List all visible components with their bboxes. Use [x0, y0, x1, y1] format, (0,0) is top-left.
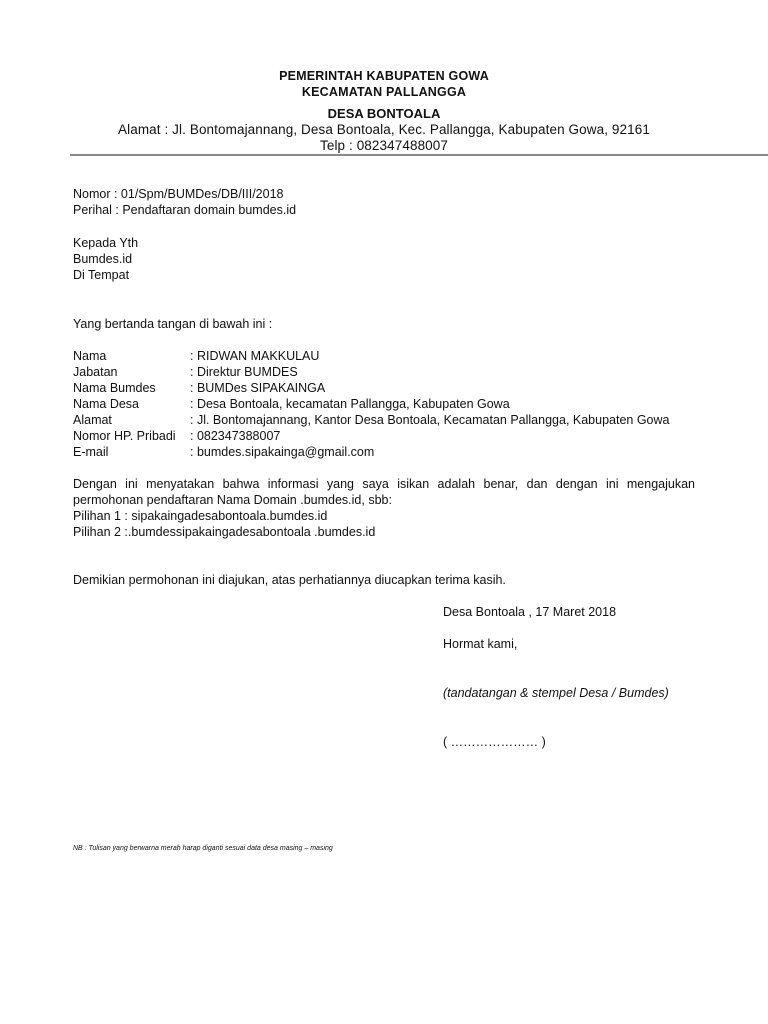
village-title: DESA BONTOALA [327, 106, 441, 121]
field-value: : Direktur BUMDES [190, 365, 298, 379]
field-row [73, 444, 670, 460]
recipient-line: Bumdes.id [73, 252, 133, 266]
field-label: Nama [73, 349, 107, 363]
field-label: Nama Desa [73, 397, 139, 411]
field-row [73, 348, 670, 364]
district-title: KECAMATAN PALLANGGA [301, 85, 467, 99]
field-label: E-mail [73, 445, 109, 459]
statement-line: permohonan pendaftaran Nama Domain .bumdes.id, sbb: [73, 493, 392, 507]
signature-name [443, 734, 546, 750]
field-label: Nama Bumdes [73, 381, 156, 395]
field-value: : Jl. Bontomajannang, Kantor Desa Bontoala, Kecamatan Pallangga, Kabupaten Gowa [190, 413, 670, 427]
domain-option-1: Pilihan 1 : sipakaingadesabontoala.bumdes.id [73, 509, 328, 523]
field-row [73, 380, 670, 396]
regards-line: Hormat kami, [443, 637, 518, 651]
place-date [443, 604, 616, 620]
field-value: : Desa Bontoala, kecamatan Pallangga, Kabupaten Gowa [190, 397, 510, 411]
field-value: : bumdes.sipakainga@gmail.com [190, 445, 375, 459]
field-label: Alamat [73, 413, 112, 427]
recipient-line: Kepada Yth [73, 236, 139, 250]
field-row [73, 412, 670, 428]
letter-subject: Perihal : Pendaftaran domain bumdes.id [73, 203, 297, 217]
intro-line: Yang bertanda tangan di bawah ini : [73, 317, 273, 331]
recipient [73, 235, 138, 283]
place-date-line: Desa Bontoala , 17 Maret 2018 [443, 605, 617, 619]
field-label: Jabatan [73, 365, 118, 379]
letterhead [0, 68, 768, 154]
field-value: : BUMDes SIPAKAINGA [190, 381, 326, 395]
domain-option-2: Pilihan 2 :.bumdessipakaingadesabontoala .bumdes.id [73, 525, 376, 539]
signature-note [443, 685, 669, 701]
phone-line: Telp : 082347488007 [319, 138, 448, 153]
regards [443, 636, 517, 652]
identity-fields [73, 348, 670, 460]
signature-note-line: (tandatangan & stempel Desa / Bumdes) [443, 686, 669, 700]
letter-ref [73, 186, 296, 218]
letter-number: Nomor : 01/Spm/BUMDes/DB/III/2018 [73, 187, 284, 201]
gov-title: PEMERINTAH KABUPATEN GOWA [279, 69, 489, 83]
statement [73, 476, 695, 540]
statement-line: Dengan ini menyatakan bahwa informasi yang saya isikan adalah benar, dan dengan ini mengajukan [73, 477, 695, 491]
field-value: : 082347388007 [190, 429, 281, 443]
footnote: NB : Tulisan yang berwarna merah harap diganti sesuai data desa masing – masing [73, 845, 333, 852]
header-divider [70, 154, 768, 156]
field-row [73, 364, 670, 380]
field-label: Nomor HP. Pribadi [73, 429, 176, 443]
intro-text [73, 316, 272, 332]
closing-line: Demikian permohonan ini diajukan, atas perhatiannya diucapkan terima kasih. [73, 573, 506, 587]
field-value: : RIDWAN MAKKULAU [190, 349, 320, 363]
field-row [73, 428, 670, 444]
address-line: Alamat : Jl. Bontomajannang, Desa Bontoala, Kec. Pallangga, Kabupaten Gowa, 92161 [118, 122, 650, 137]
signature-placeholder: ( ………………… ) [443, 735, 546, 749]
recipient-line: Di Tempat [73, 268, 130, 282]
closing-text [73, 572, 506, 588]
field-row [73, 396, 670, 412]
